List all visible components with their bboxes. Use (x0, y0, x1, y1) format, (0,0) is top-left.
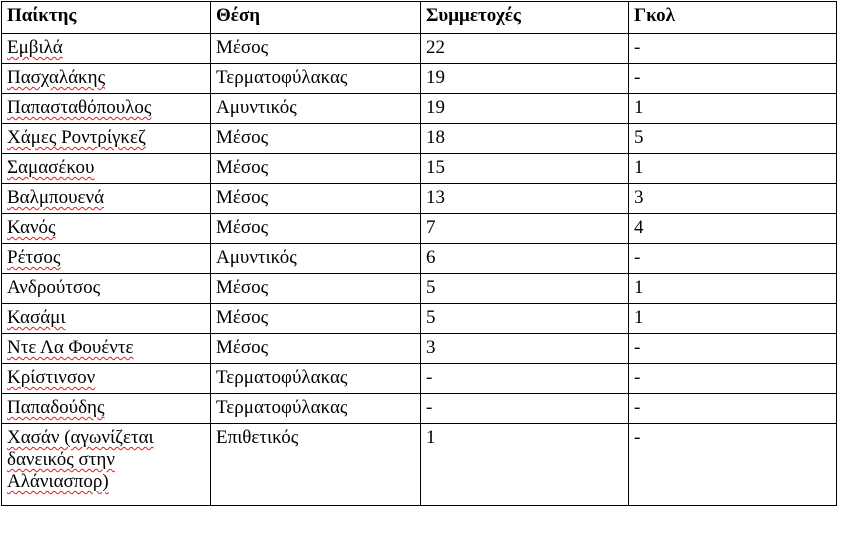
table-row (2, 34, 837, 64)
table-body (2, 34, 837, 506)
goals-cell[interactable] (629, 244, 837, 274)
player-cell[interactable] (2, 94, 211, 124)
position-cell-text: Μέσος (216, 37, 269, 58)
table-row (2, 154, 837, 184)
player-cell[interactable] (2, 34, 211, 64)
position-cell[interactable] (211, 34, 421, 64)
player-cell-text: Παπαδούδης (7, 397, 105, 418)
table-row (2, 94, 837, 124)
goals-cell[interactable] (629, 274, 837, 304)
player-cell-text: Κανός (7, 217, 56, 238)
goals-cell[interactable] (629, 214, 837, 244)
document-page (1, 1, 837, 506)
player-cell[interactable] (2, 274, 211, 304)
player-cell[interactable] (2, 364, 211, 394)
appearances-cell-text: 7 (426, 217, 436, 238)
goals-cell-text: - (634, 247, 641, 268)
position-cell-text: Αμυντικός (216, 247, 297, 268)
goals-cell-text: - (634, 427, 641, 448)
goals-cell-text: - (634, 37, 641, 58)
goals-cell-text: - (634, 67, 641, 88)
appearances-cell[interactable] (421, 334, 629, 364)
player-cell-text: Χάμες Ροντρίγκεζ (7, 127, 146, 148)
appearances-cell[interactable] (421, 274, 629, 304)
appearances-cell[interactable] (421, 424, 629, 506)
header-appearances[interactable]: Συμμετοχές (421, 2, 629, 34)
appearances-cell-text: 19 (426, 67, 445, 88)
header-position[interactable]: Θέση (211, 2, 421, 34)
appearances-cell-text: 6 (426, 247, 436, 268)
appearances-cell[interactable] (421, 154, 629, 184)
appearances-cell[interactable] (421, 124, 629, 154)
player-cell-text: Χασάν (αγωνίζεται δανεικός στην Αλάνιασπορ) (7, 427, 154, 492)
goals-cell-text: - (634, 337, 641, 358)
appearances-cell-text: 15 (426, 157, 445, 178)
position-cell[interactable] (211, 334, 421, 364)
position-cell[interactable] (211, 424, 421, 506)
player-cell[interactable] (2, 424, 211, 506)
position-cell-text: Μέσος (216, 307, 269, 328)
appearances-cell-text: 13 (426, 187, 445, 208)
header-goals[interactable]: Γκολ (629, 2, 837, 34)
appearances-cell-text: - (426, 397, 433, 418)
table-header-row (2, 2, 837, 34)
table-row (2, 64, 837, 94)
position-cell[interactable] (211, 244, 421, 274)
appearances-cell-text: 5 (426, 307, 436, 328)
position-cell[interactable] (211, 124, 421, 154)
table-row (2, 364, 837, 394)
player-cell-text: Κασάμι (7, 307, 66, 328)
appearances-cell[interactable] (421, 34, 629, 64)
appearances-cell-text: 1 (426, 427, 436, 448)
player-cell-text: Σαμασέκου (7, 157, 95, 178)
appearances-cell-text: 22 (426, 37, 445, 58)
player-cell[interactable] (2, 214, 211, 244)
position-cell-text: Μέσος (216, 277, 269, 298)
goals-cell-text: 3 (634, 187, 644, 208)
position-cell-text: Μέσος (216, 337, 269, 358)
goals-cell-text: - (634, 367, 641, 388)
appearances-cell[interactable] (421, 64, 629, 94)
position-cell-text: Τερματοφύλακας (216, 367, 348, 388)
table-row (2, 394, 837, 424)
position-cell-text: Μέσος (216, 157, 269, 178)
goals-cell-text: 1 (634, 97, 644, 118)
goals-cell-text: 1 (634, 157, 644, 178)
goals-cell-text: 1 (634, 277, 644, 298)
position-cell[interactable] (211, 364, 421, 394)
position-cell-text: Μέσος (216, 187, 269, 208)
appearances-cell-text: - (426, 367, 433, 388)
player-cell[interactable] (2, 394, 211, 424)
goals-cell[interactable] (629, 154, 837, 184)
table-row (2, 424, 837, 506)
position-cell-text: Αμυντικός (216, 97, 297, 118)
position-cell[interactable] (211, 214, 421, 244)
position-cell[interactable] (211, 274, 421, 304)
goals-cell-text: 4 (634, 217, 644, 238)
player-cell-text: Ντε Λα Φουέντε (7, 337, 134, 358)
position-cell[interactable] (211, 94, 421, 124)
table-row (2, 304, 837, 334)
goals-cell[interactable] (629, 64, 837, 94)
appearances-cell[interactable] (421, 364, 629, 394)
goals-cell[interactable] (629, 364, 837, 394)
appearances-cell[interactable] (421, 304, 629, 334)
player-cell-text: Βαλμπουενά (7, 187, 105, 208)
player-cell[interactable] (2, 124, 211, 154)
position-cell[interactable] (211, 64, 421, 94)
appearances-cell[interactable] (421, 244, 629, 274)
goals-cell[interactable] (629, 184, 837, 214)
position-cell-text: Τερματοφύλακας (216, 67, 348, 88)
player-cell-text: Πασχαλάκης (7, 67, 106, 88)
player-cell[interactable] (2, 304, 211, 334)
player-cell-text: Παπασταθόπουλος (7, 97, 152, 118)
position-cell[interactable] (211, 184, 421, 214)
position-cell[interactable] (211, 154, 421, 184)
table-row (2, 334, 837, 364)
player-cell[interactable] (2, 64, 211, 94)
player-cell-text: Εμβιλά (7, 37, 63, 58)
table-row (2, 244, 837, 274)
position-cell[interactable] (211, 304, 421, 334)
player-cell[interactable] (2, 244, 211, 274)
appearances-cell[interactable] (421, 214, 629, 244)
position-cell-text: Τερματοφύλακας (216, 397, 348, 418)
position-cell[interactable] (211, 394, 421, 424)
appearances-cell-text: 18 (426, 127, 445, 148)
player-cell[interactable] (2, 334, 211, 364)
header-player[interactable]: Παίκτης (2, 2, 211, 34)
player-cell-text: Ρέτσος (7, 247, 61, 268)
goals-cell[interactable] (629, 34, 837, 64)
appearances-cell-text: 19 (426, 97, 445, 118)
goals-cell-text: 5 (634, 127, 644, 148)
position-cell-text: Επιθετικός (216, 427, 299, 448)
appearances-cell[interactable] (421, 394, 629, 424)
table-row (2, 274, 837, 304)
goals-cell[interactable] (629, 394, 837, 424)
goals-cell[interactable] (629, 424, 837, 506)
player-cell-text: Ανδρούτσος (7, 277, 101, 298)
table-row (2, 214, 837, 244)
table-row (2, 124, 837, 154)
appearances-cell-text: 5 (426, 277, 436, 298)
goals-cell-text: - (634, 397, 641, 418)
appearances-cell[interactable] (421, 94, 629, 124)
player-cell[interactable] (2, 184, 211, 214)
players-table (1, 1, 837, 506)
player-cell[interactable] (2, 154, 211, 184)
position-cell-text: Μέσος (216, 127, 269, 148)
appearances-cell[interactable] (421, 184, 629, 214)
goals-cell[interactable] (629, 334, 837, 364)
appearances-cell-text: 3 (426, 337, 436, 358)
goals-cell[interactable] (629, 94, 837, 124)
goals-cell[interactable] (629, 124, 837, 154)
player-cell-text: Κρίστινσον (7, 367, 96, 388)
goals-cell[interactable] (629, 304, 837, 334)
goals-cell-text: 1 (634, 307, 644, 328)
table-row (2, 184, 837, 214)
position-cell-text: Μέσος (216, 217, 269, 238)
